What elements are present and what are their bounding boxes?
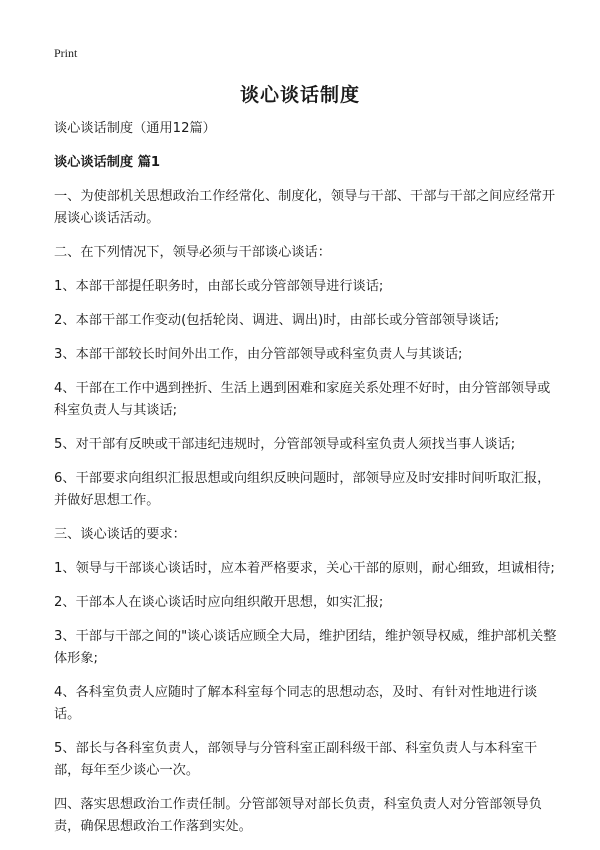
paragraph: 5、对干部有反映或干部违纪违规时，分管部领导或科室负责人须找当事人谈话; [54,437,516,452]
paragraph: 2、干部本人在谈心谈话时应向组织敞开思想，如实汇报; [54,595,384,610]
paragraph: 1、领导与干部谈心谈话时，应本着严格要求，关心干部的原则，耐心细致，坦诚相待; [54,561,555,576]
document-body [54,118,560,850]
paragraph: 4、各科室负责人应随时了解本科室每个同志的思想动态，及时、有针对性地进行谈话。 [54,685,538,722]
paragraph: 1、本部干部提任职务时，由部长或分管部领导进行谈话; [54,279,384,294]
print-link[interactable]: Print [54,46,78,60]
paragraph: 3、本部干部较长时间外出工作，由分管部领导或科室负责人与其谈话; [54,347,463,362]
paragraph: 5、部长与各科室负责人，部领导与分管科室正副科级干部、科室负责人与本科室干部，每年至少谈心一次。 [54,741,538,778]
paragraph: 3、干部与干部之间的"谈心谈话应顾全大局，维护团结，维护领导权威，维护部机关整体形象; [54,629,557,666]
section-heading: 谈心谈话制度 篇1 [54,155,161,170]
paragraph: 一、为使部机关思想政治工作经常化、制度化，领导与干部、干部与干部之间应经常开展谈心谈话活动。 [54,189,556,226]
document-subtitle: 谈心谈话制度（通用12篇） [54,121,216,136]
paragraph: 三、谈心谈话的要求： [54,527,186,542]
paragraph: 2、本部干部工作变动(包括轮岗、调进、调出)时，由部长或分管部领导谈话; [54,313,500,328]
paragraph: 四、落实思想政治工作责任制。分管部领导对部长负责，科室负责人对分管部领导负责，确保思想政治工作落到实处。 [54,797,542,834]
page-title: 谈心谈话制度 [239,84,360,106]
paragraph: 6、干部要求向组织汇报思想或向组织反映问题时，部领导应及时安排时间听取汇报，并做好思想工作。 [54,471,551,508]
paragraph: 二、在下列情况下，领导必须与干部谈心谈话： [54,245,331,260]
paragraph: 4、干部在工作中遇到挫折、生活上遇到困难和家庭关系处理不好时，由分管部领导或科室负责人与其谈话; [54,381,551,418]
